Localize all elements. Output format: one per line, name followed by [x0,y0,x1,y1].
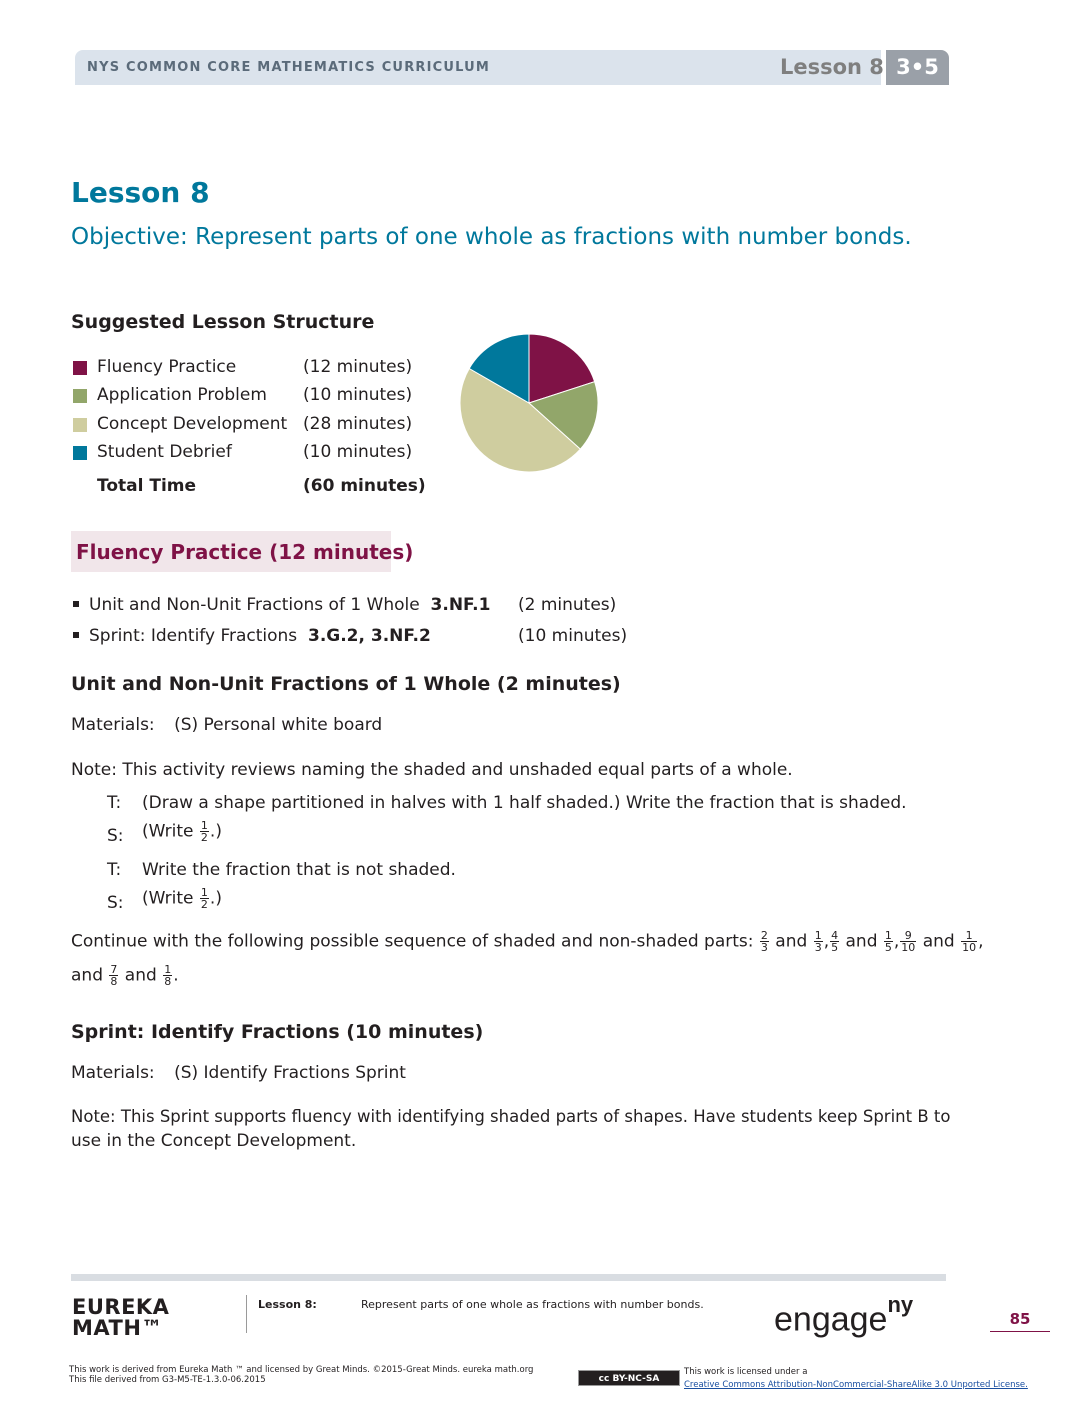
dialog-text [142,887,222,910]
fraction-denominator: 8 [110,975,118,988]
fraction-denominator: 8 [164,975,172,988]
structure-item-time: (12 minutes) [303,357,413,377]
bullet-time: (10 minutes) [518,626,628,646]
and-word: and [845,931,878,952]
fraction [760,930,769,953]
fraction-denominator: 10 [962,941,977,954]
derived-line2: This file derived from G3-M5-TE-1.3.0-06.2015 [69,1375,266,1385]
dialog-speaker: S: [107,893,124,913]
sprint-materials [71,1063,406,1083]
structure-item-name: Student Debrief [97,442,232,462]
fluency-heading: Fluency Practice (12 minutes) [76,540,414,564]
fraction-numerator: 1 [961,930,977,942]
fraction [200,887,209,910]
license-link[interactable]: Creative Commons Attribution-NonCommercial-ShareAlike 3.0 Unported License. [684,1380,1028,1390]
curriculum-name: NYS COMMON CORE MATHEMATICS CURRICULUM [87,60,491,75]
footer-divider [246,1295,247,1333]
unit-materials [71,715,382,735]
header-module-code: 3•5 [886,50,949,85]
legend-swatch [73,446,87,460]
fraction-numerator: 4 [831,929,839,942]
derived-line1: This work is derived from Eureka Math ™ and licensed by Great Minds. ©2015-Great Minds. eureka math.org [69,1365,534,1375]
fraction [814,930,823,953]
eureka-math-logo [72,1297,169,1339]
engage-text: engage [774,1300,888,1339]
cc-license-badge: cc BY-NC-SA [578,1370,680,1386]
materials-value: (S) Personal white board [174,715,383,735]
bullet-icon [73,601,79,607]
and-word: and [922,931,955,952]
footer-lesson-label: Lesson 8: [258,1298,317,1311]
dialog-speaker: S: [107,826,124,846]
sprint-section-heading: Sprint: Identify Fractions (10 minutes) [71,1021,484,1043]
materials-label: Materials: [71,715,155,735]
engage-sup: ny [887,1292,914,1317]
header-lesson: Lesson 8 [780,55,884,79]
logo-line1: EUREKA [72,1295,170,1319]
structure-row [71,414,431,438]
sprint-note-line1: Note: This Sprint supports fluency with identifying shaded parts of shapes. Have students keep Sprint B to [71,1107,951,1126]
unit-section-heading: Unit and Non-Unit Fractions of 1 Whole (2 minutes) [71,673,621,695]
and-word: and [71,965,103,986]
logo-line2: MATH™ [72,1316,163,1340]
and-word: and [775,931,808,952]
fraction [961,930,977,953]
structure-row [71,357,431,381]
unit-note: Note: This activity reviews naming the shaded and unshaded equal parts of a whole. [71,760,793,780]
and-word: and [124,965,157,986]
fraction-denominator: 2 [200,898,208,911]
fraction-denominator: 5 [884,941,892,954]
fraction-denominator: 10 [901,941,916,954]
engageny-logo [774,1292,914,1339]
fraction [109,964,118,987]
fraction-numerator: 1 [200,886,208,899]
legend-swatch [73,418,87,432]
fraction-numerator: 7 [110,963,118,976]
dialog-post: .) [209,888,222,909]
fraction-numerator: 1 [814,929,822,942]
dialog-text [142,820,222,843]
dialog-pre: (Write [142,888,199,909]
fraction [830,930,839,953]
fraction-numerator: 1 [200,819,208,832]
footer-lesson-desc: Represent parts of one whole as fractions with number bonds. [361,1298,704,1311]
structure-item-time: (10 minutes) [303,385,413,405]
structure-item-name: Application Problem [97,385,267,405]
fraction-numerator: 1 [164,963,172,976]
fluency-bullet [71,626,431,646]
materials-label: Materials: [71,1063,155,1083]
objective: Objective: Represent parts of one whole as fractions with number bonds. [71,224,912,250]
dialog-text: Write the fraction that is not shaded. [142,860,456,880]
structure-item-time: (10 minutes) [303,442,413,462]
continue-text: Continue with the following possible sequence of shaded and non-shaded parts: [71,931,754,952]
total-time-label: Total Time [97,476,197,496]
structure-heading: Suggested Lesson Structure [71,311,375,333]
structure-item-name: Concept Development [97,414,288,434]
page-number: 85 [1009,1310,1031,1328]
sprint-note-line2: use in the Concept Development. [71,1131,357,1151]
continue-line-2: and $\frac{7}{8}$ and $\frac{1}{8}$ . [71,963,179,988]
total-time-row [71,476,431,500]
bullet-text: Unit and Non-Unit Fractions of 1 Whole [89,595,420,615]
bullet-text: Sprint: Identify Fractions [89,626,298,646]
fluency-bullet [71,595,490,615]
legend-swatch [73,389,87,403]
fraction-denominator: 3 [814,941,822,954]
page-number-rule [990,1331,1050,1332]
total-time-value: (60 minutes) [303,476,426,496]
dialog-text: (Draw a shape partitioned in halves with 1 half shaded.) Write the fraction that is shaded. [142,793,907,813]
lesson-structure-pie-chart [458,332,600,474]
legend-swatch [73,361,87,375]
fraction-denominator: 3 [760,941,768,954]
structure-row [71,385,431,409]
fraction [884,930,893,953]
license-line1: This work is licensed under a [684,1367,808,1377]
bullet-standard: 3.G.2, 3.NF.2 [307,626,431,646]
fraction-numerator: 9 [900,930,916,942]
bullet-standard: 3.NF.1 [430,595,491,615]
bullet-icon [73,632,79,638]
dialog-pre: (Write [142,821,199,842]
structure-item-time: (28 minutes) [303,414,413,434]
dialog-post: .) [209,821,222,842]
continue-line: Continue with the following possible sequence of shaded and non-shaded parts: $\frac{2}{3}$ and $\frac{1}{3}$ , $\frac{4}{5}$ and $\frac{1}{5}$ , $\frac{9}{10}$ and $\frac{1}{10}$ , [71,929,984,954]
fraction-denominator: 2 [200,831,208,844]
structure-item-name: Fluency Practice [97,357,237,377]
fraction [900,930,916,953]
fraction-numerator: 1 [884,929,892,942]
footer-rule [71,1274,946,1281]
bullet-time: (2 minutes) [518,595,617,615]
fraction-denominator: 5 [831,941,839,954]
materials-value: (S) Identify Fractions Sprint [174,1063,406,1083]
dialog-speaker: T: [107,860,122,880]
structure-row [71,442,431,466]
fraction [163,964,172,987]
fraction-numerator: 2 [760,929,768,942]
page-title: Lesson 8 [71,176,210,209]
dialog-speaker: T: [107,793,122,813]
fraction [200,820,209,843]
